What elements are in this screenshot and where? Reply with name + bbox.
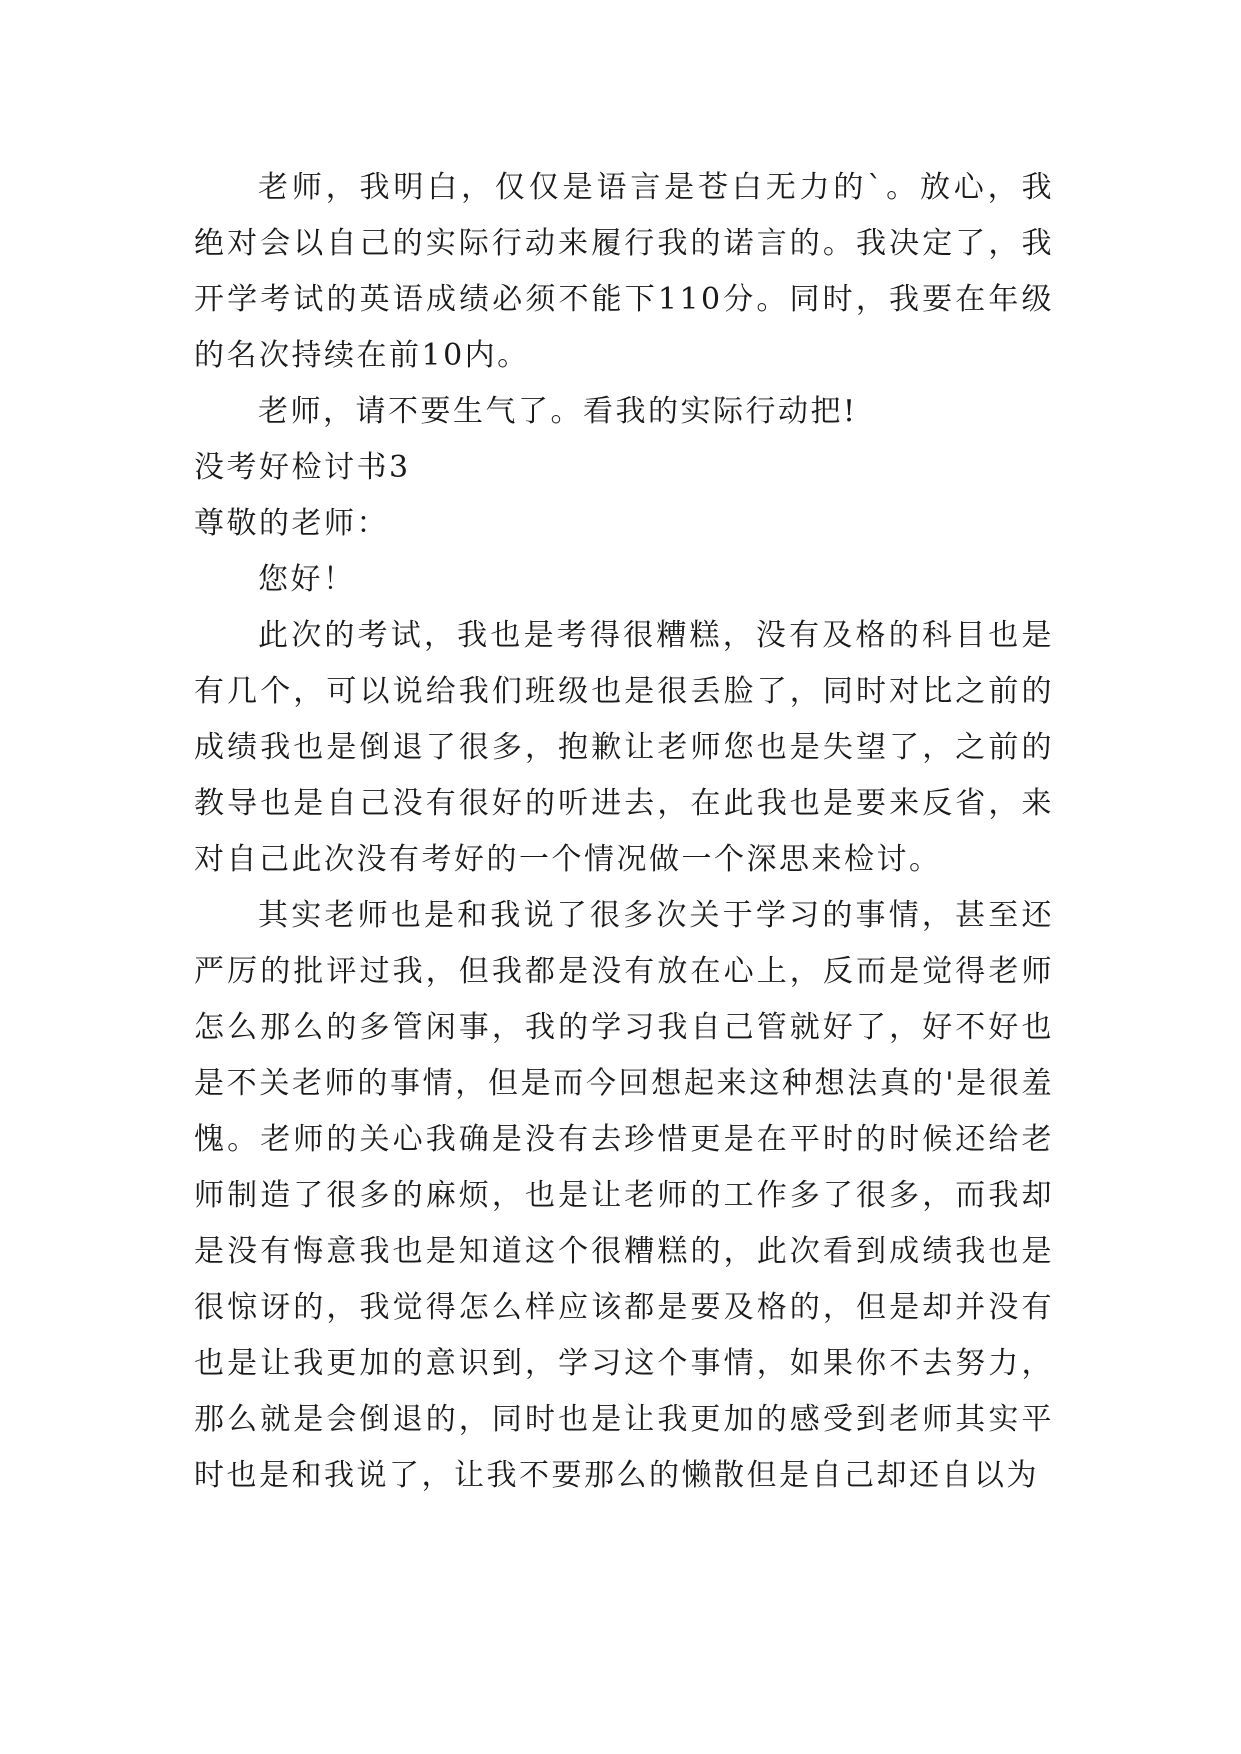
paragraph-promise: 老师，我明白，仅仅是语言是苍白无力的`。放心，我绝对会以自己的实际行动来履行我的诺言的。我决定了，我开学考试的英语成绩必须不能下110分。同时，我要在年级的名次持续在前10内。 [194,170,1054,373]
salutation: 尊敬的老师： [194,506,389,541]
body-paragraph-1: 此次的考试，我也是考得很糟糕，没有及格的科目也是有几个，可以说给我们班级也是很丢脸了，同时对比之前的成绩我也是倒退了很多，抱歉让老师您也是失望了，之前的教导也是自己没有很好的听进去，在此我也是要来反省，来对自己此次没有考好的一个情况做一个深思来检讨。 [194,618,1054,877]
body-paragraph-2: 其实老师也是和我说了很多次关于学习的事情，甚至还严厉的批评过我，但我都是没有放在心上，反而是觉得老师怎么那么的多管闲事，我的学习我自己管就好了，好不好也是不关老师的事情，但是而今回想起来这种想法真的'是很羞愧。老师的关心我确是没有去珍惜更是在平时的时候还给老师制造了很多的麻烦，也是让老师的工作多了很多，而我却是没有悔意我也是知道这个很糟糕的，此次看到成绩我也是很惊讶的，我觉得怎么样应该都是要及格的，但是却并没有也是让我更加的意识到，学习这个事情，如果你不去努力，那么就是会倒退的，同时也是让我更加的感受到老师其实平时也是和我说了，让我不要那么的懒散但是自己却还自以为 [194,898,1054,1493]
paragraph-plea: 老师，请不要生气了。看我的实际行动把! [258,394,858,429]
document-body [194,160,1054,1504]
section-title: 没考好检讨书3 [194,450,411,485]
greeting: 您好！ [258,562,356,597]
